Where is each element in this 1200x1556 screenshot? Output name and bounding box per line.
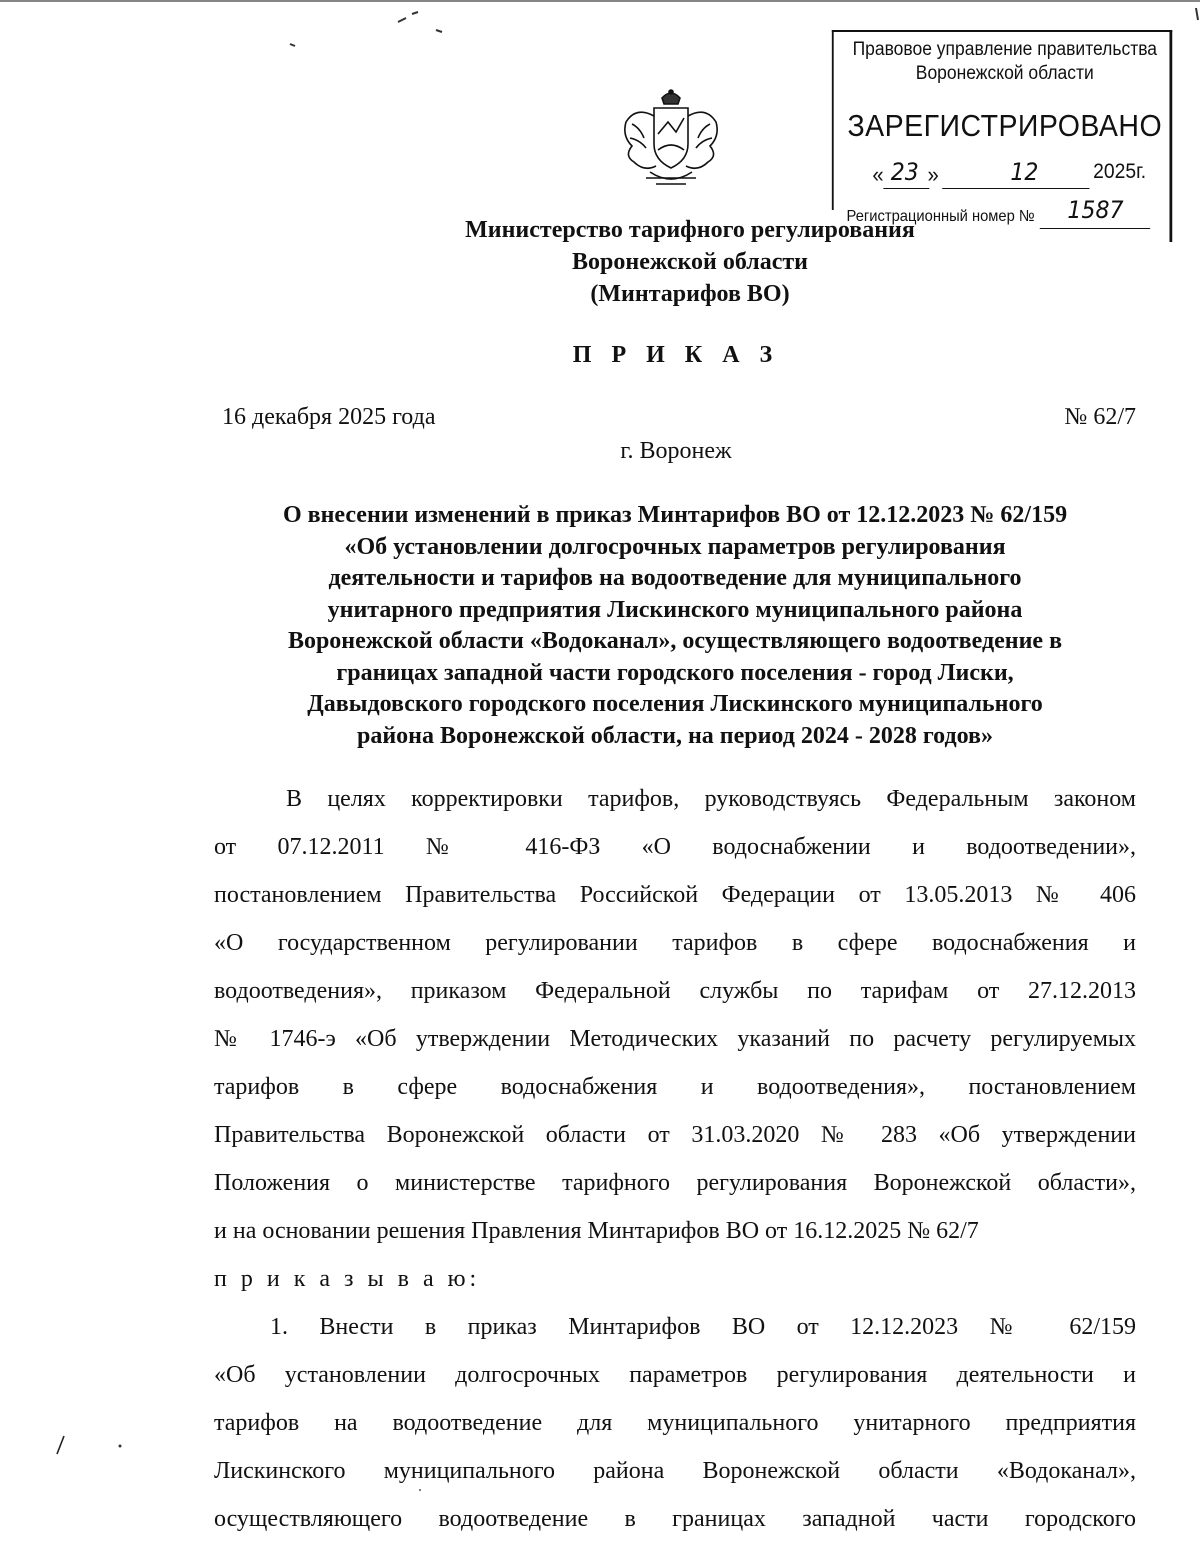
stamp-underline (883, 188, 929, 189)
stamp-department-line: Воронежской области (915, 63, 1094, 84)
stamp-registration-label: Регистрационный номер № (846, 208, 1035, 225)
preamble-line: и на основании решения Правления Минтарифов ВО от 16.12.2025 № 62/7 (214, 1218, 979, 1244)
document-subject (150, 500, 1200, 752)
stamp-year: 2025г. (1093, 160, 1147, 183)
stamp-open-quote: « (872, 162, 884, 187)
stamp-registered-label: ЗАРЕГИСТРИРОВАНО (847, 108, 1163, 143)
ministry-name-line: Министерство тарифного регулирования (465, 217, 915, 243)
order-word: п р и к а з ы в а ю: (214, 1266, 481, 1292)
preamble-line: тарифов в сфере водоснабжения и водоотведения», постановлением (214, 1074, 1136, 1100)
item-line: «Об установлении долгосрочных параметров регулирования деятельности и (214, 1362, 1136, 1388)
stamp-registration-number: 1587 (1067, 196, 1124, 224)
stray-pen-mark (54, 1434, 66, 1456)
stamp-department (839, 38, 1170, 86)
stamp-border-left (832, 30, 834, 210)
coat-of-arms-icon (610, 88, 732, 190)
ministry-name-line: Воронежской области (572, 249, 808, 275)
preamble-line: от 07.12.2011 № 416-ФЗ «О водоснабжении и водоотведении», (214, 834, 1136, 860)
ministry-abbreviation: (Минтарифов ВО) (590, 281, 790, 307)
preamble-line: Правительства Воронежской области от 31.03.2020 № 283 «Об утверждении (214, 1122, 1136, 1148)
subject-line: деятельности и тарифов на водоотведение для муниципального (328, 565, 1022, 591)
item-line: Лискинского муниципального района Воронежской области «Водоканал», (214, 1458, 1136, 1484)
subject-line: района Воронежской области, на период 2024 - 2028 годов» (357, 722, 993, 749)
stamp-month: 12 (1010, 158, 1039, 186)
stamp-underline (942, 188, 1089, 189)
stamp-border-top (832, 30, 1172, 32)
ministry-header (360, 214, 1020, 310)
stamp-day: 23 (890, 158, 919, 186)
preamble-line: постановлением Правительства Российской Федерации от 13.05.2013 № 406 (214, 882, 1136, 908)
preamble-line: Положения о министерстве тарифного регулирования Воронежской области», (214, 1170, 1136, 1196)
item-line: осуществляющего водоотведение в границах западной части городского (214, 1506, 1136, 1532)
subject-line: унитарного предприятия Лискинского муниципального района (327, 596, 1023, 623)
document-city: г. Воронеж (620, 438, 732, 464)
stamp-department-line: Правовое управление правительства (852, 39, 1158, 60)
subject-line: О внесении изменений в приказ Минтарифов ВО от 12.12.2023 № 62/159 (282, 502, 1068, 528)
item-line: 1. Внести в приказ Минтарифов ВО от 12.12.2023 № 62/159 (270, 1314, 1136, 1340)
subject-line: границах западной части городского поселения - город Лиски, (336, 659, 1014, 686)
subject-line: Давыдовского городского поселения Лискинского муниципального (307, 691, 1043, 717)
document-title: П Р И К А З (572, 342, 780, 368)
stamp-close-quote: » (927, 162, 939, 187)
preamble-line: В целях корректировки тарифов, руководствуясь Федеральным законом (286, 786, 1136, 812)
preamble-line: водоотведения», приказом Федеральной службы по тарифам от 27.12.2013 (214, 978, 1136, 1004)
subject-line: «Об установлении долгосрочных параметров регулирования (344, 533, 1006, 560)
registration-stamp (830, 30, 1163, 240)
subject-line: Воронежской области «Водоканал», осуществляющего водоотведение в (287, 628, 1063, 654)
stamp-date (872, 158, 1166, 188)
stamp-underline (1040, 228, 1150, 229)
preamble-line: № 1746-э «Об утверждении Методических указаний по расчету регулируемых (214, 1026, 1136, 1052)
scan-top-edge (0, 0, 1200, 4)
item-line: тарифов на водоотведение для муниципального унитарного предприятия (214, 1410, 1136, 1436)
document-date: 16 декабря 2025 года (222, 404, 436, 430)
document-number: № 62/7 (1064, 404, 1136, 430)
preamble-line: «О государственном регулировании тарифов в сфере водоснабжения и (214, 930, 1136, 956)
